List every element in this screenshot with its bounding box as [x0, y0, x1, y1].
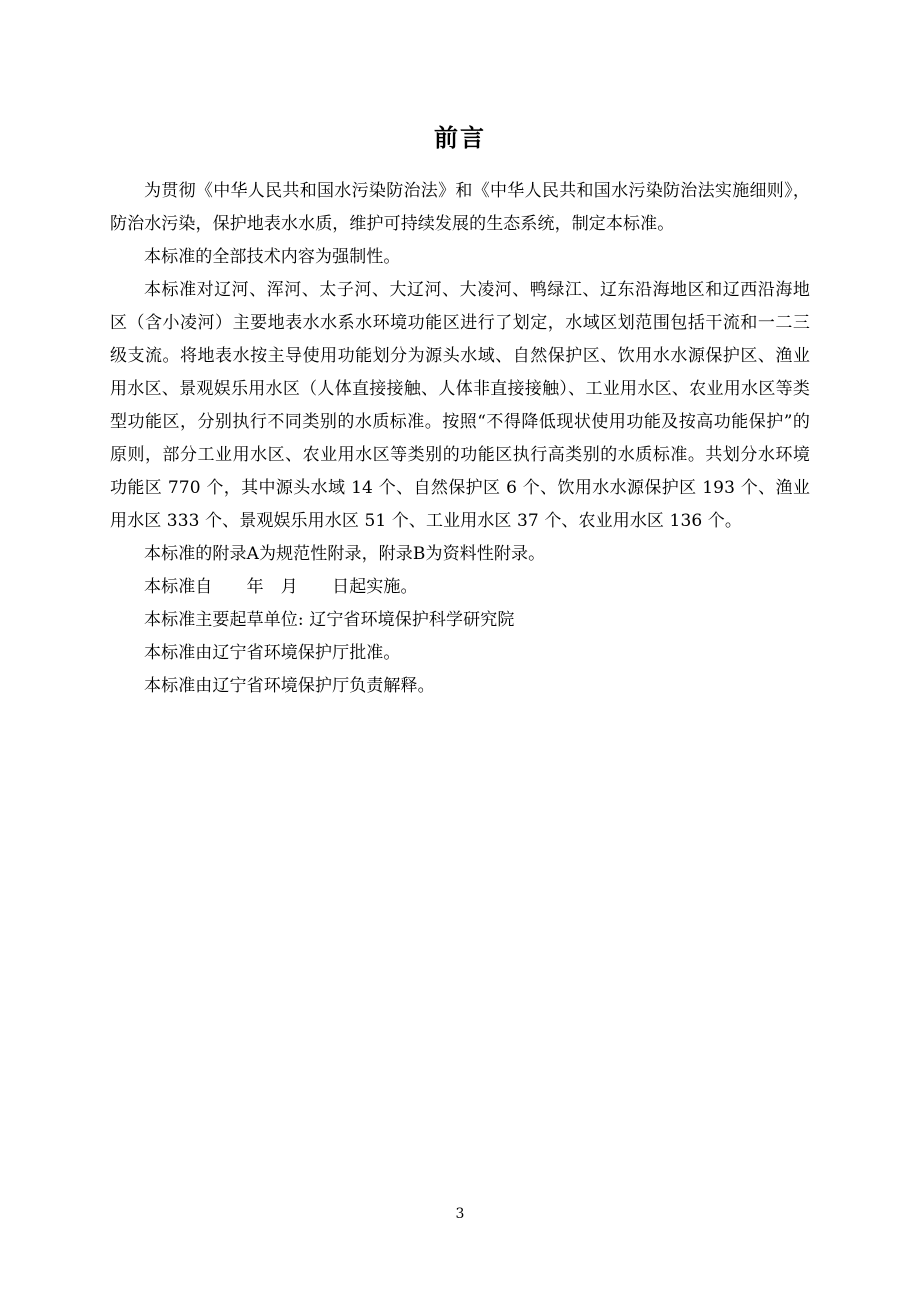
- document-body: [110, 175, 810, 703]
- paragraph-purpose: 为贯彻《中华人民共和国水污染防治法》和《中华人民共和国水污染防治法实施细则》，防治水污染，保护地表水水质，维护可持续发展的生态系统，制定本标准。: [110, 181, 810, 234]
- paragraph-effective-date: 本标准自 年 月 日起实施。: [144, 577, 418, 597]
- paragraph-interpretation: 本标准由辽宁省环境保护厅负责解释。: [144, 676, 435, 696]
- paragraph-scope: 本标准对辽河、浑河、太子河、大辽河、大凌河、鸭绿江、辽东沿海地区和辽西沿海地区（含小凌河）主要地表水水系水环境功能区进行了划定，水域区划范围包括干流和一二三级支流。将地表水按主导使用功能划分为源头水域、自然保护区、饮用水水源保护区、渔业用水区、景观娱乐用水区（人体直接接触、人体非直接接触）、工业用水区、农业用水区等类型功能区，分别执行不同类别的水质标准。按照“不得降低现状使用功能及按高功能保护”的原则，部分工业用水区、农业用水区等类别的功能区执行高类别的水质标准。共划分水环境功能区 770 个，其中源头水域 14 个、自然保护区 6 个、饮用水水源保护区 193 个、渔业用水区 333 个、景观娱乐用水区 51 个、工业用水区 37 个、农业用水区 136 个。: [110, 280, 810, 531]
- page-number: 3: [455, 1206, 465, 1222]
- page-title: 前言: [434, 124, 486, 152]
- paragraph-appendix: 本标准的附录A为规范性附录，附录B为资料性附录。: [144, 544, 546, 564]
- paragraph-drafting-unit: 本标准主要起草单位: 辽宁省环境保护科学研究院: [144, 610, 515, 630]
- paragraph-mandatory: 本标准的全部技术内容为强制性。: [144, 247, 401, 267]
- paragraph-approval: 本标准由辽宁省环境保护厅批准。: [144, 643, 401, 663]
